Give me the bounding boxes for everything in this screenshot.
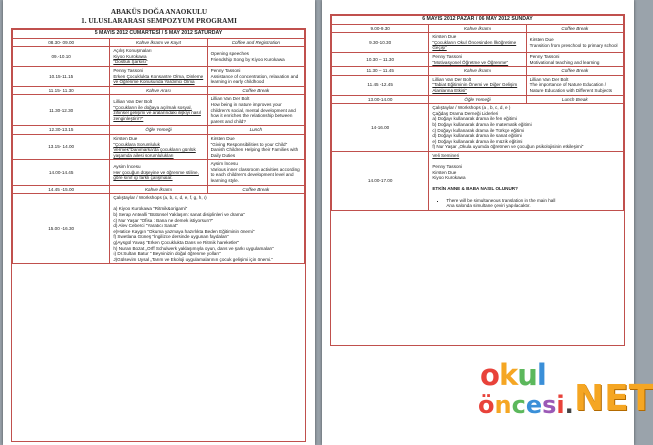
logo-text-net: NET — [574, 378, 653, 419]
translation-note-line: ▪ There will be simultaneous translation in the main hall — [446, 197, 556, 203]
parent-seminar-row — [332, 151, 624, 210]
english-cell — [526, 75, 623, 95]
turkish-cell — [429, 67, 526, 76]
english-cell — [526, 24, 623, 33]
english-cell-line: Coffee Break — [242, 186, 270, 192]
workshop-row — [332, 104, 624, 152]
session-row — [332, 33, 624, 53]
turkish-cell-line: Kirsten Due — [432, 34, 457, 40]
schedule-frame-right — [330, 14, 625, 346]
day-header: 6 MAYIS 2012 PAZAR / 06 MAY 2012 SUNDAY — [332, 16, 624, 25]
school-name: ABAKÜS DOĞA ANAOKULU — [110, 8, 208, 16]
time-cell: 10.15-11.15 — [13, 66, 110, 86]
time-cell: 11.15- 11.30 — [13, 86, 110, 95]
workshop-item: J)Gülsevim Uysal „Tarım ve Ekoloji uygulamalarının çocuk gelişimi için önemi." — [113, 256, 273, 262]
time-cell: 14-16.00 — [332, 104, 429, 152]
speaker-name: Kiyoo Kurokawa — [432, 175, 466, 181]
turkish-cell-line: "Çocukların Okul Öncesinden İlköğretime Geçişi" — [432, 39, 517, 51]
english-cell-line: Penny Tassoni — [210, 67, 241, 73]
english-cell-line: Aysim İncesu — [210, 161, 238, 167]
workshop-item: c) Nur Yaşar "Ofisa : Bana ne demek istiyorsun?" — [113, 217, 214, 223]
turkish-cell — [110, 38, 207, 47]
break-row — [332, 67, 624, 76]
session-row — [13, 160, 305, 185]
english-cell-line: Coffee Break — [242, 87, 270, 93]
english-cell — [207, 126, 304, 135]
english-cell — [526, 52, 623, 66]
translation-note — [432, 198, 620, 209]
turkish-cell-line: "Tabiat Eğitiminin Önemi ve Diğer Gelişim Alanlarına Etkisi" — [432, 82, 518, 93]
turkish-cell — [110, 95, 207, 126]
english-cell — [207, 86, 304, 95]
schedule-table-left — [12, 29, 305, 264]
break-row — [13, 86, 305, 95]
workshop-item: a) Kiyoo Kurokawa "Ritmik&origami" — [113, 206, 188, 212]
break-row — [332, 95, 624, 104]
session-row — [332, 75, 624, 95]
workshop-item: b) Doğayı kullanarak drama ile matematik eğitimi — [432, 121, 532, 127]
turkish-cell-line: Öğle Yemeği — [464, 96, 491, 102]
time-cell: 13.15- 14.00 — [13, 134, 110, 159]
turkish-cell-line: Öğle Yemeği — [145, 127, 172, 133]
english-cell-line: "Giving Responsibilities to your Child" Danish Children Helping their Families with Daily Duties — [210, 141, 299, 158]
workshop-cell — [110, 194, 305, 264]
turkish-cell-line: "Çocuklara Sorumluluk Vermek"Danimarka'da çocukların günlük yaşamda ailesi sorumlulukları — [113, 141, 196, 158]
turkish-cell — [429, 75, 526, 95]
english-cell-line: Coffee Break — [561, 25, 589, 31]
time-cell: 9.30-10.30 — [332, 33, 429, 53]
turkish-cell — [110, 185, 207, 194]
session-row — [13, 66, 305, 86]
turkish-cell — [110, 134, 207, 159]
english-cell — [207, 160, 304, 185]
parent-seminar-title: Veli Semineri — [432, 152, 460, 158]
workshop-item: d) Doğayı kullanarak drama ile sanat eğitimi — [432, 133, 522, 139]
workshop-item: f) Nur Yaşar „Okula uyumda öğretmen ve çocuğun psikolojisinin etkileşimi" — [432, 144, 584, 150]
turkish-cell-line: Kahve İkramı ve Kayıt — [136, 39, 181, 45]
turkish-cell-line: Penny Tassoni — [113, 67, 144, 73]
time-cell: 11.30 – 11.45 — [332, 67, 429, 76]
turkish-cell — [429, 24, 526, 33]
document-page-left — [3, 0, 315, 445]
turkish-cell — [429, 52, 526, 66]
break-row — [13, 126, 305, 135]
workshop-row — [13, 194, 305, 264]
turkish-cell-line: Kirsten Due — [113, 135, 138, 141]
turkish-cell-line: Kahve İkramı — [463, 68, 492, 74]
workshop-subtitle: Çağdaş Drama Derneği Liderleri — [432, 110, 499, 116]
english-cell-line: Various inner classroom activities according to each children's development level and learning style. — [210, 166, 300, 184]
workshop-item: ı) Dr.Sultan Batur " Beyninizin doğal öğrenme yolları" — [113, 251, 221, 257]
session-row — [13, 134, 305, 159]
english-cell-line: Transition from preschool to primary school — [529, 42, 618, 48]
time-cell: 12.30-13.15 — [13, 126, 110, 135]
workshop-item: f) Swetlana Güneş "İngilizce dersinde uygunan faydaları" — [113, 234, 229, 240]
english-cell-line: Lunch — [249, 127, 263, 133]
time-cell: 9.00-9.30 — [332, 24, 429, 33]
turkish-cell-line: "Dostluk Şarkısı" — [113, 59, 148, 65]
workshop-title: Çalıştaylar / Workshops (a, b, c, d, e, f, g, h, ı) — [113, 195, 207, 201]
workshop-item: e) Doğayı kullanarak drama ile müzik eğitimi — [432, 138, 523, 144]
break-row — [13, 38, 305, 47]
english-cell-line: Penny Tassoni — [529, 53, 560, 59]
english-cell-line: Coffee and Registration — [231, 39, 280, 45]
time-cell: 08.30- 09.00 — [13, 38, 110, 47]
turkish-cell — [110, 47, 207, 67]
schedule-frame-left — [11, 28, 306, 442]
time-cell: 10.30 – 11.30 — [332, 52, 429, 66]
turkish-cell-line: Aysim İncesu — [113, 164, 141, 170]
translation-note-line: Ana salonda simultane çeviri yapılacaktır. — [446, 203, 531, 209]
session-row — [13, 95, 305, 126]
workshop-item: g)Aysgül Yavaş "Erken Çocuklukta Dans ve Ritmik hareketler" — [113, 240, 240, 245]
english-cell-line: Kirsten Due — [529, 36, 554, 42]
schedule-table-right — [331, 15, 624, 211]
english-cell-line: The importance of Nature Education / Nature Education with Different Subjects — [529, 82, 613, 93]
workshop-item: e)Hatice Kaygın "Okuma yazmaya hazırlıkta Beden Eğitiminin önemi" — [113, 228, 255, 234]
english-cell-line: Kirsten Due — [210, 135, 235, 141]
workshop-item: b) Serap Antealli "Bütünsel Yaklaşım: sanat disiplinleri ve drama" — [113, 212, 245, 218]
turkish-cell-line: Erken Çocuklukta Konsantre Olma, Dinleme ve Öğrenme Konusunda Yardımcı Olma — [113, 73, 204, 85]
turkish-cell-line: Lillian Van Der Bolt — [113, 99, 153, 105]
workshop-item: a) Doğayı kullanarak drama ile fen eğitimi — [432, 116, 517, 122]
time-cell: 13.00-14.00 — [332, 95, 429, 104]
parent-seminar-cell — [429, 151, 624, 210]
english-cell — [207, 185, 304, 194]
time-cell: 11.30-12.30 — [13, 95, 110, 126]
day-header-row — [13, 30, 305, 39]
time-cell: 14.00-14.45 — [13, 160, 110, 185]
symposium-title: 1. ULUSLARARASI SEMPOZYUM PROGRAMI — [81, 17, 237, 25]
english-cell — [526, 95, 623, 104]
session-row — [332, 52, 624, 66]
turkish-cell-line: Kahve İkramı — [463, 25, 492, 31]
turkish-cell-line: "Çocukların ile doğaya açılmak sosyal, zihinsel gelişimi ve aralarındaki ilişkiyi nasıl zenginleştirir?" — [113, 104, 201, 121]
time-cell: 14.45 -15.00 — [13, 185, 110, 194]
english-cell-line: Opening speeches — [210, 50, 249, 56]
day-header-row — [332, 16, 624, 25]
translation-note-item — [446, 198, 620, 209]
english-cell — [526, 33, 623, 53]
turkish-cell — [110, 86, 207, 95]
break-row — [13, 185, 305, 194]
workshop-cell — [429, 104, 624, 152]
turkish-cell — [110, 160, 207, 185]
break-row — [332, 24, 624, 33]
turkish-cell — [429, 95, 526, 104]
english-cell-line: How being in nature improves your children's social, mental development and how it enriches the relationship between parent and child? — [210, 101, 296, 124]
english-cell — [207, 47, 304, 67]
speaker-name: Kirsten Due — [432, 169, 457, 175]
english-cell — [207, 95, 304, 126]
english-cell-line: Coffee Break — [561, 68, 589, 74]
english-cell-line: Motivational teaching and learning — [529, 59, 600, 65]
turkish-cell-line: Lillian Van Der Bolt — [432, 76, 472, 82]
day-header: 5 MAYIS 2012 CUMARTESİ / 5 MAY 2012 SATURDAY — [13, 30, 305, 39]
workshop-item: c) Doğayı kullanarak drama ile Türkçe eğitimi — [432, 127, 525, 133]
turkish-cell-line: Penny Tassoni — [432, 53, 463, 59]
english-cell-line: Lunch Break — [561, 96, 588, 102]
english-cell-line: Friendship Song by Kiyoo Kurokawa — [210, 56, 285, 62]
parent-seminar-question: ETKİN ANNE & BABA NASIL OLUNUR? — [432, 186, 518, 192]
turkish-cell-line: Açılış Konuşmaları — [113, 48, 152, 54]
english-cell-line: Lillian Van Der Bolt — [210, 96, 250, 102]
english-cell-line: Assistance of concentration, relaxation and learning in early childhood — [210, 73, 299, 85]
speaker-name: Penny Tassoni — [432, 164, 463, 170]
english-cell — [207, 38, 304, 47]
turkish-cell — [110, 126, 207, 135]
workshop-item: h) Nuran Bozat „Orff Schulwerk yaklaşımıyla oyun, dans ve şarkı uygulamaları" — [113, 245, 274, 251]
english-cell — [207, 66, 304, 86]
document-title — [3, 8, 315, 26]
workshop-item: d) Alev Ceberci "Yaratıcı Sanat" — [113, 223, 178, 229]
time-cell: 14.00-17.00 — [332, 151, 429, 210]
english-cell — [207, 134, 304, 159]
turkish-cell-line: Her çocuğun düşeyine ve öğrenme stiline, göre sınıf içi farklı çalışmalar. — [113, 169, 199, 181]
session-row — [13, 47, 305, 67]
time-cell: 11.45 -12.45 — [332, 75, 429, 95]
turkish-cell-line: Kahve İkramı — [144, 186, 173, 192]
turkish-cell-line: Kiyoo Kurokawa — [113, 53, 147, 59]
english-cell — [526, 67, 623, 76]
logo-text-okul: okul — [480, 358, 546, 392]
workshop-title: Çalıştaylar / Workshops (a , b, c, d, e ) — [432, 105, 511, 111]
english-cell-line: Lillian Van Der Bolt — [529, 76, 569, 82]
turkish-cell-line: Kahve Arası — [146, 87, 171, 93]
logo-text-oncesi: öncesi. — [478, 391, 574, 419]
time-cell: 15.00 -16.30 — [13, 194, 110, 264]
okuloncesi-logo — [474, 358, 653, 438]
turkish-cell — [110, 66, 207, 86]
time-cell: 09.-10.10 — [13, 47, 110, 67]
turkish-cell-line: "Motivasyonel Öğretme ve Öğrenme" — [432, 59, 509, 65]
turkish-cell — [429, 33, 526, 53]
